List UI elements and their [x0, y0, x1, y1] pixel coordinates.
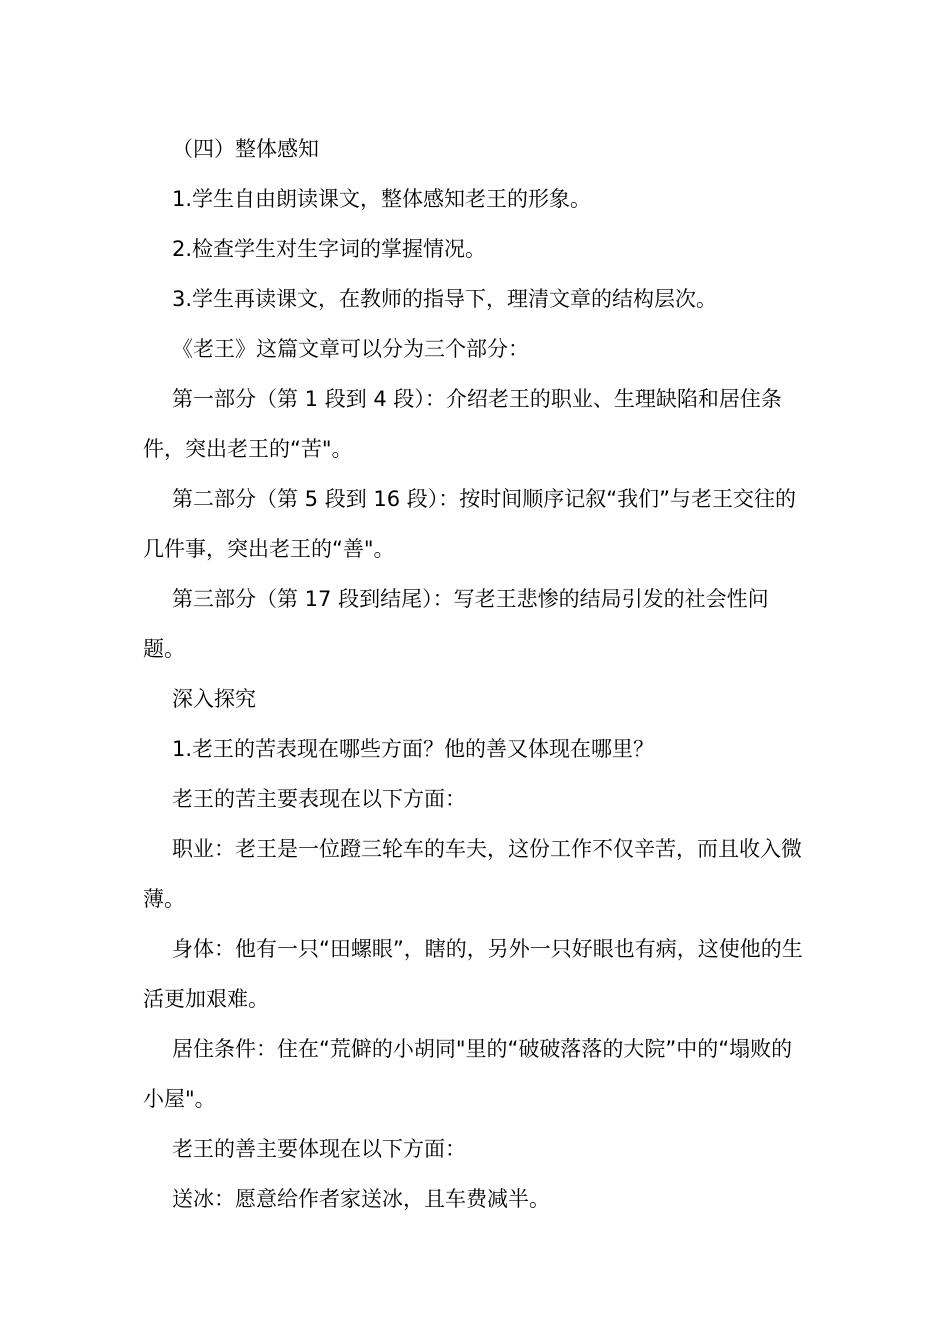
- section-heading-overall-perception: （四）整体感知: [172, 137, 319, 161]
- paragraph-step-1: 1.学生自由朗读课文，整体感知老王的形象。: [172, 187, 592, 211]
- document-body: [143, 124, 807, 1224]
- section-heading-deep-exploration: 深入探究: [172, 687, 256, 711]
- paragraph-part-one: 第一部分（第 1 段到 4 段）：介绍老王的职业、生理缺陷和居住条件，突出老王的“苦"。: [143, 387, 782, 461]
- paragraph-kindness-ice: 送冰：愿意给作者家送冰，且车费减半。: [172, 1187, 550, 1211]
- paragraph-part-two: 第二部分（第 5 段到 16 段）：按时间顺序记叙“我们”与老王交往的几件事，突出老王的“善"。: [143, 487, 797, 561]
- paragraph-hardship-occupation: 职业：老王是一位蹬三轮车的车夫，这份工作不仅辛苦，而且收入微薄。: [143, 837, 802, 911]
- paragraph-hardship-living: 居住条件：住在“荒僻的小胡同"里的“破破落落的大院”中的“塌败的小屋"。: [143, 1037, 793, 1111]
- paragraph-question-1: 1.老王的苦表现在哪些方面？他的善又体现在哪里？: [172, 737, 655, 761]
- paragraph-kindness-intro: 老王的善主要体现在以下方面：: [172, 1137, 466, 1161]
- paragraph-structure-intro: 《老王》这篇文章可以分为三个部分：: [172, 337, 529, 361]
- paragraph-step-2: 2.检查学生对生字词的掌握情况。: [172, 237, 487, 261]
- paragraph-hardship-body: 身体：他有一只“田螺眼”，瞎的，另外一只好眼也有病，这使他的生活更加艰难。: [143, 937, 803, 1011]
- paragraph-part-three: 第三部分（第 17 段到结尾）：写老王悲惨的结局引发的社会性问题。: [143, 587, 769, 661]
- paragraph-hardship-intro: 老王的苦主要表现在以下方面：: [172, 787, 466, 811]
- paragraph-step-3: 3.学生再读课文，在教师的指导下，理清文章的结构层次。: [172, 287, 718, 311]
